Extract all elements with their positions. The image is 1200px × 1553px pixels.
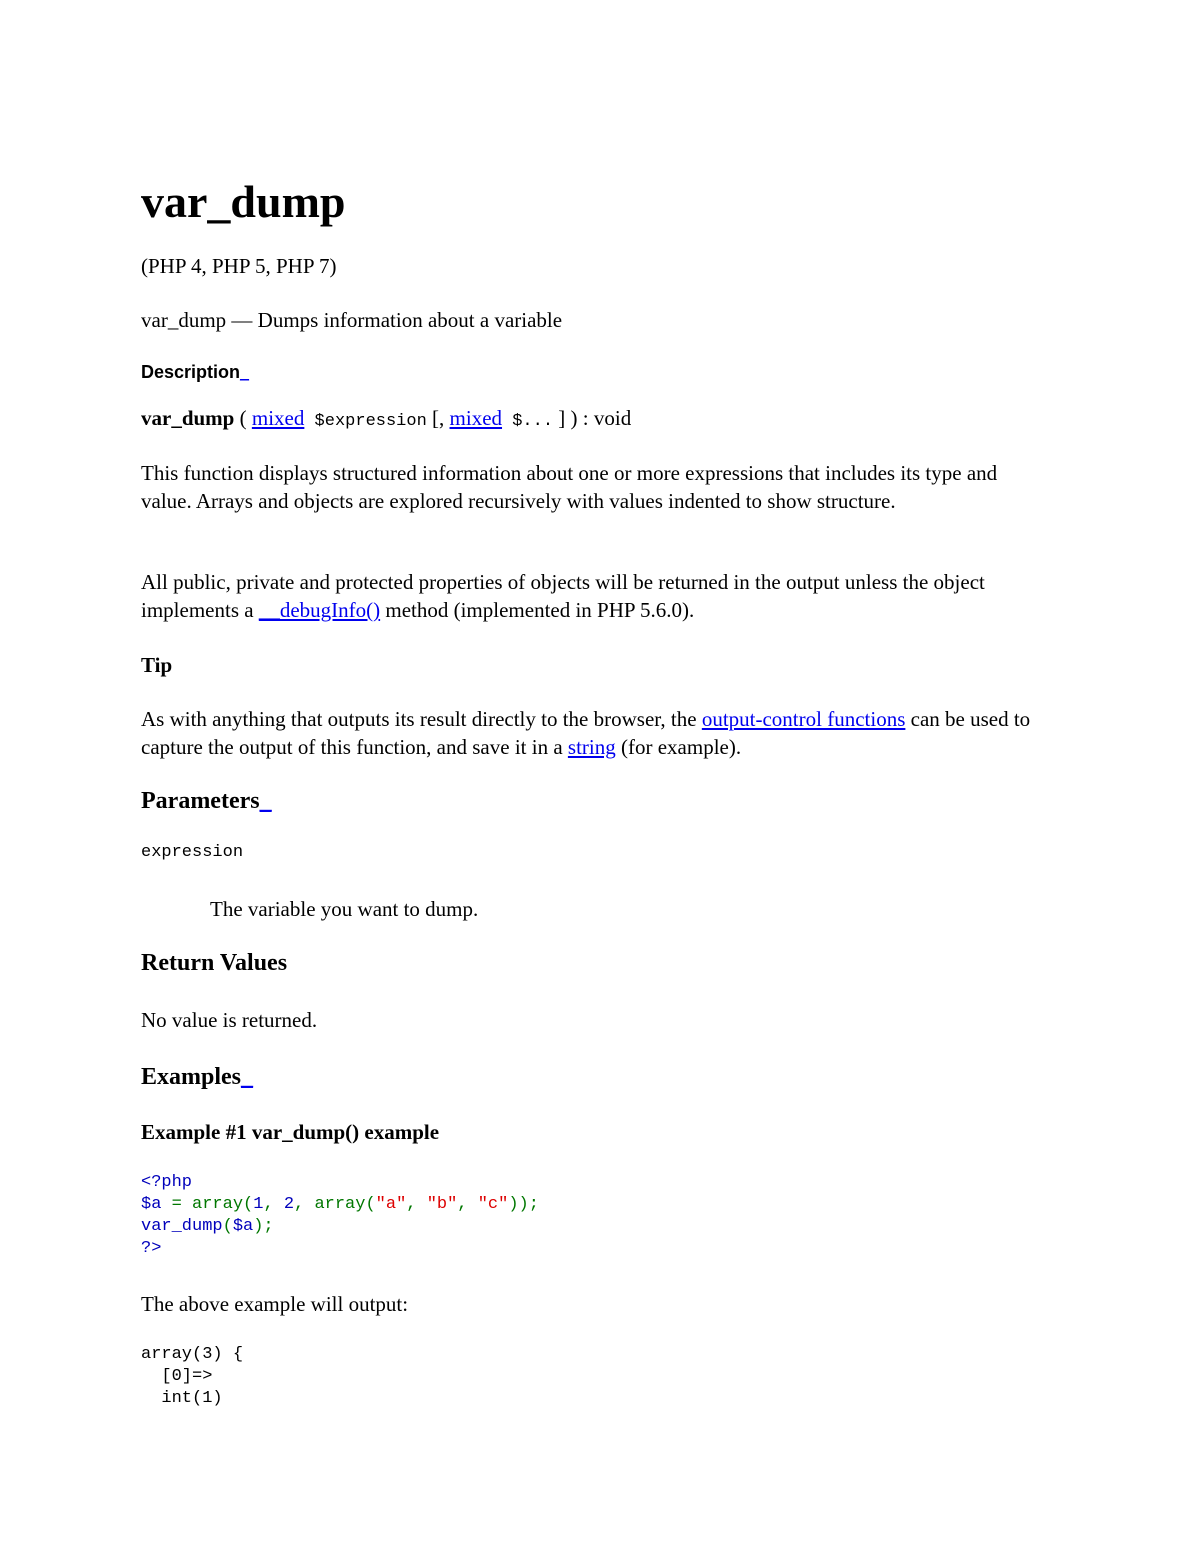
code-array-close: )); xyxy=(508,1195,539,1214)
parameters-heading xyxy=(141,786,272,816)
tip-heading: Tip xyxy=(141,653,173,677)
parameters-heading-text: Parameters xyxy=(141,788,260,814)
tip-paragraph xyxy=(141,705,1051,761)
code-sep-1: , xyxy=(263,1195,284,1214)
type-link-mixed-1[interactable]: mixed xyxy=(251,406,305,430)
output-control-link[interactable]: output-control functions xyxy=(701,707,906,731)
code-line-assignment xyxy=(141,1194,539,1216)
function-signature xyxy=(141,404,631,436)
parameters-anchor-link[interactable]: _ xyxy=(259,788,272,814)
examples-heading xyxy=(141,1062,253,1092)
signature-optional-open: [, xyxy=(426,406,450,430)
code-paren-open: ( xyxy=(222,1217,233,1236)
example-title: Example #1 var_dump() example xyxy=(141,1120,440,1144)
code-fn-var-dump: var_dump xyxy=(141,1217,223,1236)
signature-open: ( xyxy=(234,406,252,430)
output-label: The above example will output: xyxy=(141,1292,409,1316)
code-string-c: "c" xyxy=(477,1195,509,1214)
code-num-2: 2 xyxy=(283,1195,295,1214)
description-paragraph: This function displays structured information about one or more expressions that includes its type and value. Arrays and objects are explored recursively with values indented to show structure. xyxy=(141,461,998,513)
example-code-block xyxy=(141,1172,539,1260)
output-line: int(1) xyxy=(141,1389,223,1408)
code-sep-2: , xyxy=(406,1195,427,1214)
properties-text-after: method (implemented in PHP 5.6.0). xyxy=(380,598,695,622)
tip-text-before: As with anything that outputs its result directly to the browser, the xyxy=(141,707,702,731)
string-link[interactable]: string xyxy=(567,735,616,759)
examples-anchor-link[interactable]: _ xyxy=(241,1064,254,1090)
debuginfo-link[interactable]: __debugInfo() xyxy=(258,598,381,622)
output-block xyxy=(141,1344,243,1410)
code-arg-a: $a xyxy=(232,1217,254,1236)
examples-heading-text: Examples xyxy=(141,1064,242,1090)
return-values-heading: Return Values xyxy=(141,950,288,976)
parameter-description: The variable you want to dump. xyxy=(210,897,479,921)
code-line-open-tag: <?php xyxy=(141,1173,193,1192)
type-link-mixed-2[interactable]: mixed xyxy=(449,406,503,430)
signature-param-expression: $expression xyxy=(304,412,427,431)
code-string-b: "b" xyxy=(426,1195,458,1214)
version-info: (PHP 4, PHP 5, PHP 7) xyxy=(141,254,337,278)
code-paren-close: ); xyxy=(253,1217,274,1236)
code-string-a: "a" xyxy=(375,1195,407,1214)
page-title: var_dump xyxy=(141,176,346,227)
description-anchor-link[interactable]: _ xyxy=(240,362,250,382)
signature-close: ] ) : void xyxy=(553,406,632,430)
code-num-1: 1 xyxy=(253,1195,264,1214)
parameter-name: expression xyxy=(141,843,244,862)
function-summary: var_dump — Dumps information about a variable xyxy=(141,308,563,332)
code-sep-3: , xyxy=(457,1195,478,1214)
signature-name: var_dump xyxy=(141,406,235,430)
code-var-a: $a xyxy=(141,1195,172,1214)
output-line: array(3) { xyxy=(141,1345,244,1364)
tip-text-middle: can be used to capture the output of this function, and save it in a xyxy=(141,707,1031,759)
signature-param-rest: $... xyxy=(502,412,554,431)
tip-text-after: (for example). xyxy=(615,735,742,759)
output-line: [0]=> xyxy=(141,1367,213,1386)
code-line-close-tag: ?> xyxy=(141,1239,162,1258)
properties-paragraph xyxy=(141,568,1041,624)
properties-text-before: All public, private and protected properties of objects will be returned in the output unless the object implements a xyxy=(141,570,985,622)
description-heading xyxy=(141,362,249,383)
code-line-call xyxy=(141,1216,539,1238)
code-inner-array: , array( xyxy=(294,1195,376,1214)
return-values-text: No value is returned. xyxy=(141,1008,318,1032)
description-heading-text: Description xyxy=(141,362,241,382)
code-array-open: = array( xyxy=(171,1195,254,1214)
